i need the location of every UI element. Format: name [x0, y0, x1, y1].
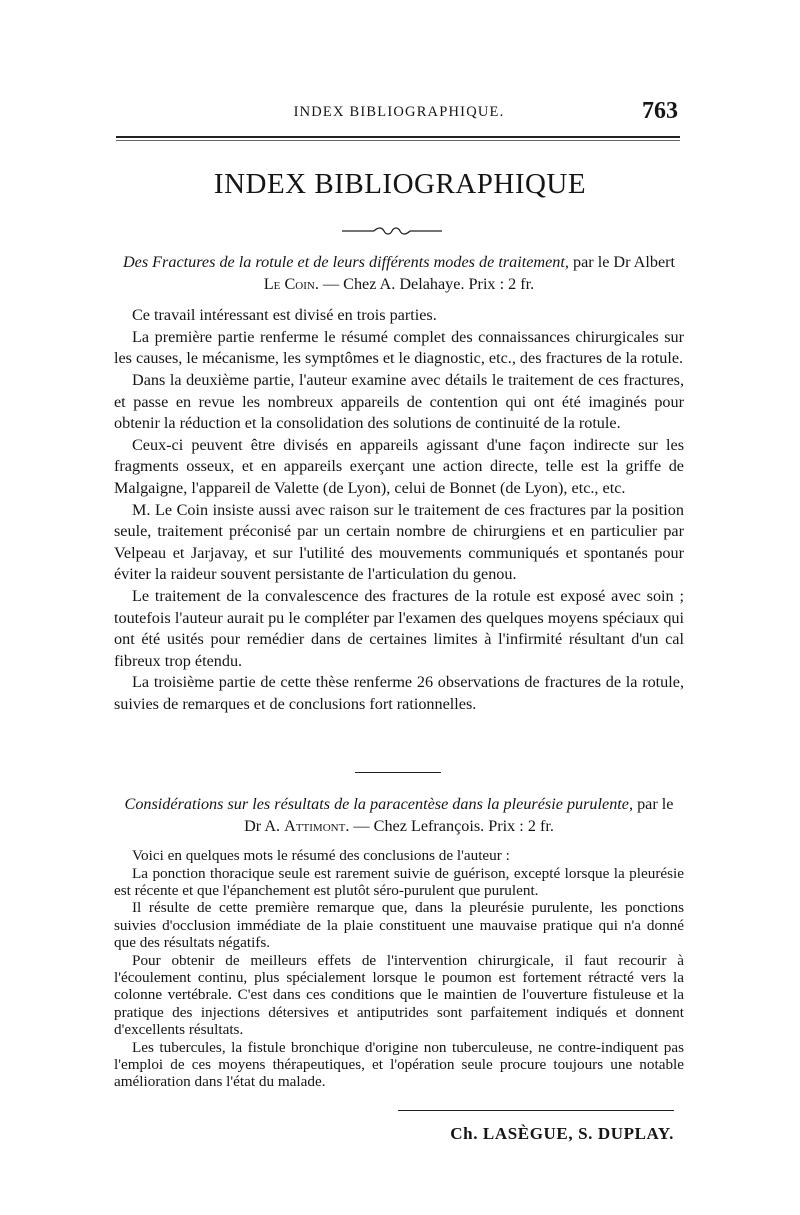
paragraph: Pour obtenir de meilleurs effets de l'intervention chirurgicale, il faut recourir à l'écoulement continu, plus spécialement lorsque le poumon est fortement rétracté vers la colonne vertébrale. C'est dans ces conditions que le maintien de l'ouverture fistuleuse et la pratique des injections détersives et antiputrides sont parfaitement indiqués et donnent d'excellents résultats.: [114, 951, 684, 1039]
author-prefix: par le Dr A.: [244, 795, 674, 835]
review-paracentese-pleuresie: [114, 794, 684, 1091]
work-title: Considérations sur les résultats de la paracentèse dans la pleurésie purulente,: [124, 795, 634, 813]
paragraph: La troisième partie de cette thèse renferme 26 observations de fractures de la rotule, suivies de remarques et de conclusions fort rationnelles.: [114, 673, 684, 713]
review-body: [114, 305, 684, 715]
paragraph: La ponction thoracique seule est rarement suivie de guérison, excepté lorsque la pleurésie est récente et que l'épanchement est plutôt séro-purulent que purulent.: [114, 864, 684, 899]
work-title: Des Fractures de la rotule et de leurs différents modes de traitement,: [122, 253, 569, 271]
ornament-flourish-icon: [340, 226, 444, 236]
running-head: [120, 98, 678, 126]
page-number: 763: [642, 98, 678, 124]
paragraph: Voici en quelques mots le résumé des conclusions de l'auteur :: [132, 847, 510, 865]
review-heading: [114, 252, 684, 295]
author-name: Le Coin: [263, 274, 315, 293]
review-heading: [114, 794, 684, 837]
review-body: [114, 847, 684, 1091]
paragraph: Les tubercules, la fistule bronchique d'origine non tuberculeuse, ne contre-indiquent pas l'emploi de ces moyens thérapeutiques, et l'opération seule procure toujours une notable amélioration dans l'état du malade.: [114, 1038, 684, 1091]
running-title: INDEX BIBLIOGRAPHIQUE.: [293, 104, 505, 120]
author-prefix: par le Dr Albert: [572, 253, 676, 271]
paragraph: Dans la deuxième partie, l'auteur examine avec détails le traitement de ces fractures, et passe en revue les nombreux appareils de contention qui ont été imaginés pour obtenir la réduction et la consolidation des solutions de continuité de la rotule.: [114, 370, 684, 433]
signature: Ch. LASÈGUE, S. DUPLAY.: [450, 1124, 674, 1143]
paragraph: La première partie renferme le résumé complet des connaissances chirurgicales sur les causes, le mécanisme, les symptômes et le diagnostic, etc., des fractures de la rotule.: [114, 327, 684, 368]
author-name: Attimont: [284, 816, 346, 835]
publisher-info: . — Chez Lefrançois. Prix : 2 fr.: [345, 816, 554, 835]
header-rule: [116, 136, 680, 141]
publisher-info: . — Chez A. Delahaye. Prix : 2 fr.: [314, 274, 535, 293]
paragraph: M. Le Coin insiste aussi avec raison sur le traitement de ces fractures par la position seule, traitement préconisé par un certain nombre de chirurgiens et en particulier par Velpeau et Jarjavay, et sur l'utilité des mouvements communiqués et spontanés pour éviter la raideur souvent persistante de l'articulation du genou.: [114, 500, 684, 584]
review-separator: [355, 772, 441, 773]
signature-rule: [398, 1110, 674, 1111]
paragraph: Le traitement de la convalescence des fractures de la rotule est exposé avec soin ; toutefois l'auteur aurait pu le compléter par l'examen des quelques moyens spéciaux qui ont été usités pour remédier dans de certaines limites à l'infirmité résultant d'un cal fibreux trop étendu.: [114, 586, 684, 670]
section-title: INDEX BIBLIOGRAPHIQUE: [213, 168, 587, 200]
paragraph: Il résulte de cette première remarque que, dans la pleurésie purulente, les ponctions suivies d'occlusion immédiate de la plaie constituent une mauvaise pratique qui n'a donné que des résultats négatifs.: [114, 899, 684, 952]
review-fractures-rotule: [114, 252, 684, 715]
paragraph: Ceux-ci peuvent être divisés en appareils agissant d'une façon indirecte sur les fragments osseux, et en appareils exerçant une action directe, telle est la griffe de Malgaigne, l'appareil de Valette (de Lyon), celui de Bonnet (de Lyon), etc., etc.: [114, 435, 684, 497]
paragraph: Ce travail intéressant est divisé en trois parties.: [132, 306, 437, 325]
